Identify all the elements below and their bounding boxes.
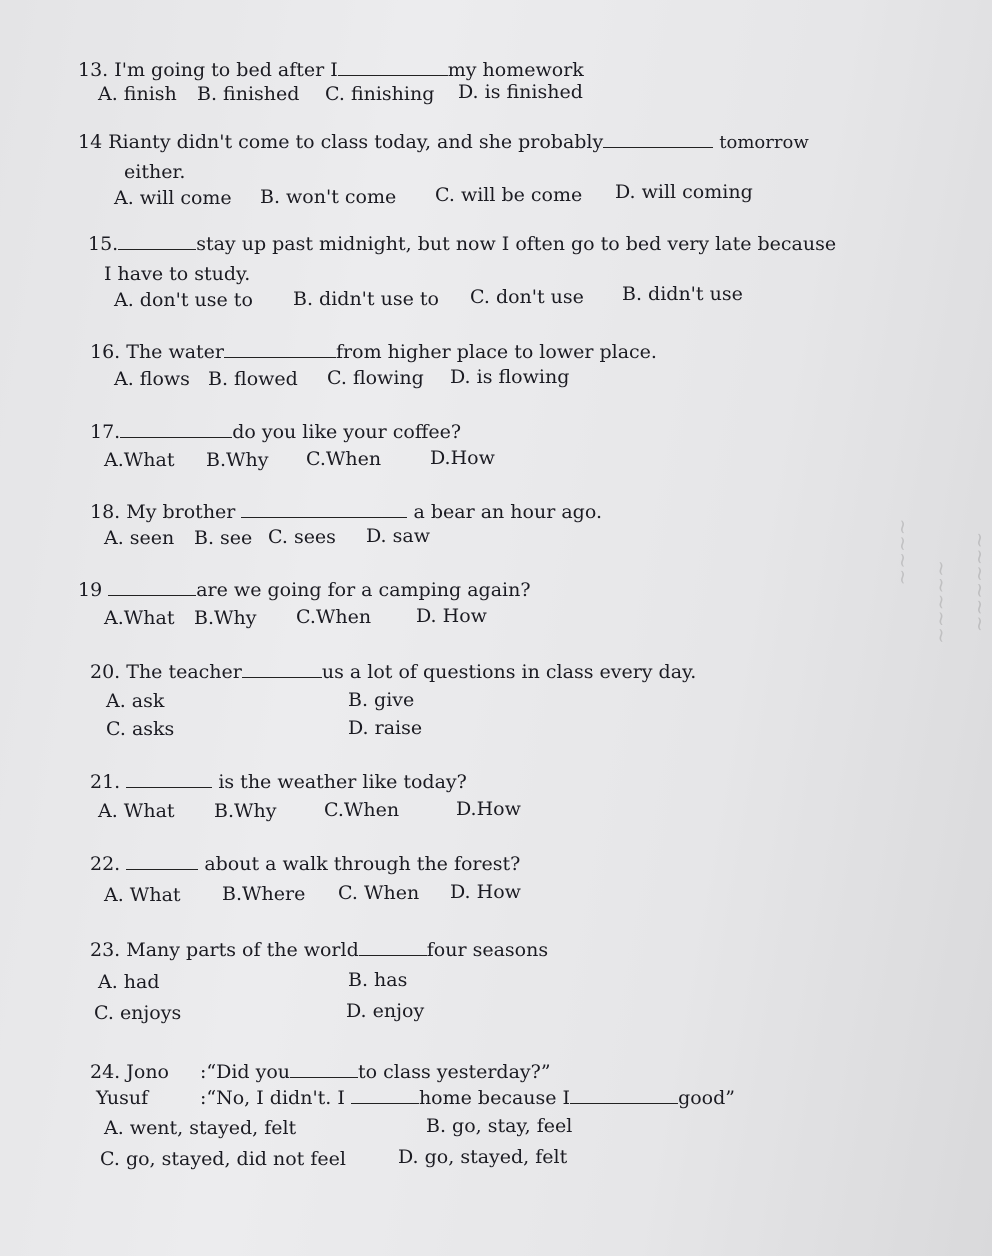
option-d[interactable]: D. will coming [615, 181, 753, 203]
option-d[interactable]: D.How [430, 447, 495, 469]
option-b[interactable]: B. won't come [260, 186, 397, 208]
answer-blank[interactable] [120, 421, 232, 438]
answer-blank[interactable] [126, 771, 212, 788]
option-d[interactable]: D. How [450, 881, 521, 903]
option-d[interactable]: D. saw [366, 525, 430, 547]
option-a[interactable]: A. went, stayed, felt [104, 1117, 297, 1139]
answer-blank[interactable] [603, 131, 713, 148]
answer-blank[interactable] [242, 661, 322, 678]
option-a[interactable]: A. flows [114, 368, 190, 390]
question-number: 16. [90, 341, 121, 363]
option-c[interactable]: C. enjoys [94, 1002, 182, 1024]
option-a[interactable]: A. What [98, 800, 175, 822]
option-c[interactable]: C. sees [268, 526, 336, 548]
option-a[interactable]: A. don't use to [114, 289, 253, 311]
option-b[interactable]: B. give [348, 689, 415, 711]
option-c[interactable]: C. flowing [327, 367, 424, 389]
option-d[interactable]: B. didn't use [622, 283, 743, 305]
answer-blank[interactable] [108, 579, 196, 596]
question-stem: 21. is the weather like today? [90, 771, 467, 793]
option-c[interactable]: C.When [306, 448, 382, 470]
question-stem-continued: either. [124, 161, 186, 183]
option-c[interactable]: C. finishing [325, 83, 435, 105]
option-b[interactable]: B.Why [206, 449, 269, 471]
option-d[interactable]: D.How [456, 798, 521, 820]
option-b[interactable]: B.Where [222, 883, 306, 905]
question-number: 24. [90, 1061, 121, 1083]
option-d[interactable]: D. is finished [458, 81, 583, 103]
option-a[interactable]: A.What [104, 449, 175, 471]
option-b[interactable]: B. see [194, 527, 253, 549]
option-a[interactable]: A. will come [114, 187, 232, 209]
option-d[interactable]: D. How [416, 605, 487, 627]
question-number: 15. [88, 233, 119, 255]
question-stem: 18. My brother a bear an hour ago. [90, 501, 602, 523]
option-b[interactable]: B. has [348, 969, 408, 991]
option-a[interactable]: A.What [104, 607, 175, 629]
option-b[interactable]: B. flowed [208, 368, 298, 390]
option-d[interactable]: D. is flowing [450, 366, 570, 388]
speaker-name: Jono [126, 1061, 169, 1083]
question-stem: 16. The water from higher place to lower place. [90, 341, 657, 363]
question-number: 21. [90, 771, 121, 793]
option-c[interactable]: C. When [338, 882, 420, 904]
answer-blank[interactable] [118, 233, 196, 250]
question-stem: 19 are we going for a camping again? [78, 579, 531, 601]
speaker-name: Yusuf [96, 1087, 149, 1109]
option-a[interactable]: A. ask [106, 690, 165, 712]
question-number: 20. [90, 661, 121, 683]
option-c[interactable]: C.When [296, 606, 372, 628]
answer-blank[interactable] [126, 853, 198, 870]
option-c[interactable]: C.When [324, 799, 400, 821]
option-a[interactable]: A. finish [98, 83, 177, 105]
question-stem: 20. The teacher us a lot of questions in class every day. [90, 661, 697, 683]
option-c[interactable]: C. asks [106, 718, 175, 740]
dialogue-line-jono: 24. Jono :“Did you to class yesterday?” [90, 1061, 551, 1083]
answer-blank[interactable] [290, 1061, 358, 1078]
question-number: 22. [90, 853, 121, 875]
question-stem: 22. about a walk through the forest? [90, 853, 521, 875]
answer-blank[interactable] [338, 59, 448, 76]
answer-blank[interactable] [241, 501, 407, 518]
option-a[interactable]: A. had [98, 971, 160, 993]
option-b[interactable]: B.Why [214, 800, 277, 822]
option-d[interactable]: D. raise [348, 717, 423, 739]
question-number: 18. [90, 501, 121, 523]
question-number: 23. [90, 939, 121, 961]
option-b[interactable]: B. go, stay, feel [426, 1115, 573, 1137]
paper-show-through: ~~~~ ~~~~~ ~~~~~~ [891, 518, 992, 644]
question-stem-continued: I have to study. [104, 263, 251, 285]
answer-blank[interactable] [224, 341, 336, 358]
dialogue-line-yusuf: Yusuf :“No, I didn't. I home because I good” [96, 1087, 735, 1109]
question-number: 19 [78, 579, 103, 601]
option-b[interactable]: B. finished [197, 83, 300, 105]
option-b[interactable]: B.Why [194, 607, 257, 629]
answer-blank[interactable] [359, 939, 427, 956]
option-d[interactable]: D. enjoy [346, 1000, 425, 1022]
option-d[interactable]: D. go, stayed, felt [398, 1146, 568, 1168]
answer-blank[interactable] [570, 1087, 678, 1104]
option-c[interactable]: C. don't use [470, 286, 584, 308]
option-c[interactable]: C. go, stayed, did not feel [100, 1148, 346, 1170]
question-number: 17. [90, 421, 121, 443]
answer-blank[interactable] [351, 1087, 419, 1104]
question-stem: 14 Rianty didn't come to class today, and she probably tomorrow [78, 131, 809, 153]
question-stem: 17. do you like your coffee? [90, 421, 462, 443]
question-stem: 23. Many parts of the world four seasons [90, 939, 549, 961]
option-a[interactable]: A. What [104, 884, 181, 906]
question-number: 13. [78, 59, 109, 81]
option-c[interactable]: C. will be come [435, 184, 583, 206]
question-stem: 13. I'm going to bed after I my homework [78, 59, 584, 81]
question-stem: 15. stay up past midnight, but now I often go to bed very late because [88, 233, 837, 255]
option-a[interactable]: A. seen [104, 527, 175, 549]
option-b[interactable]: B. didn't use to [293, 288, 439, 310]
question-number: 14 [78, 131, 103, 153]
